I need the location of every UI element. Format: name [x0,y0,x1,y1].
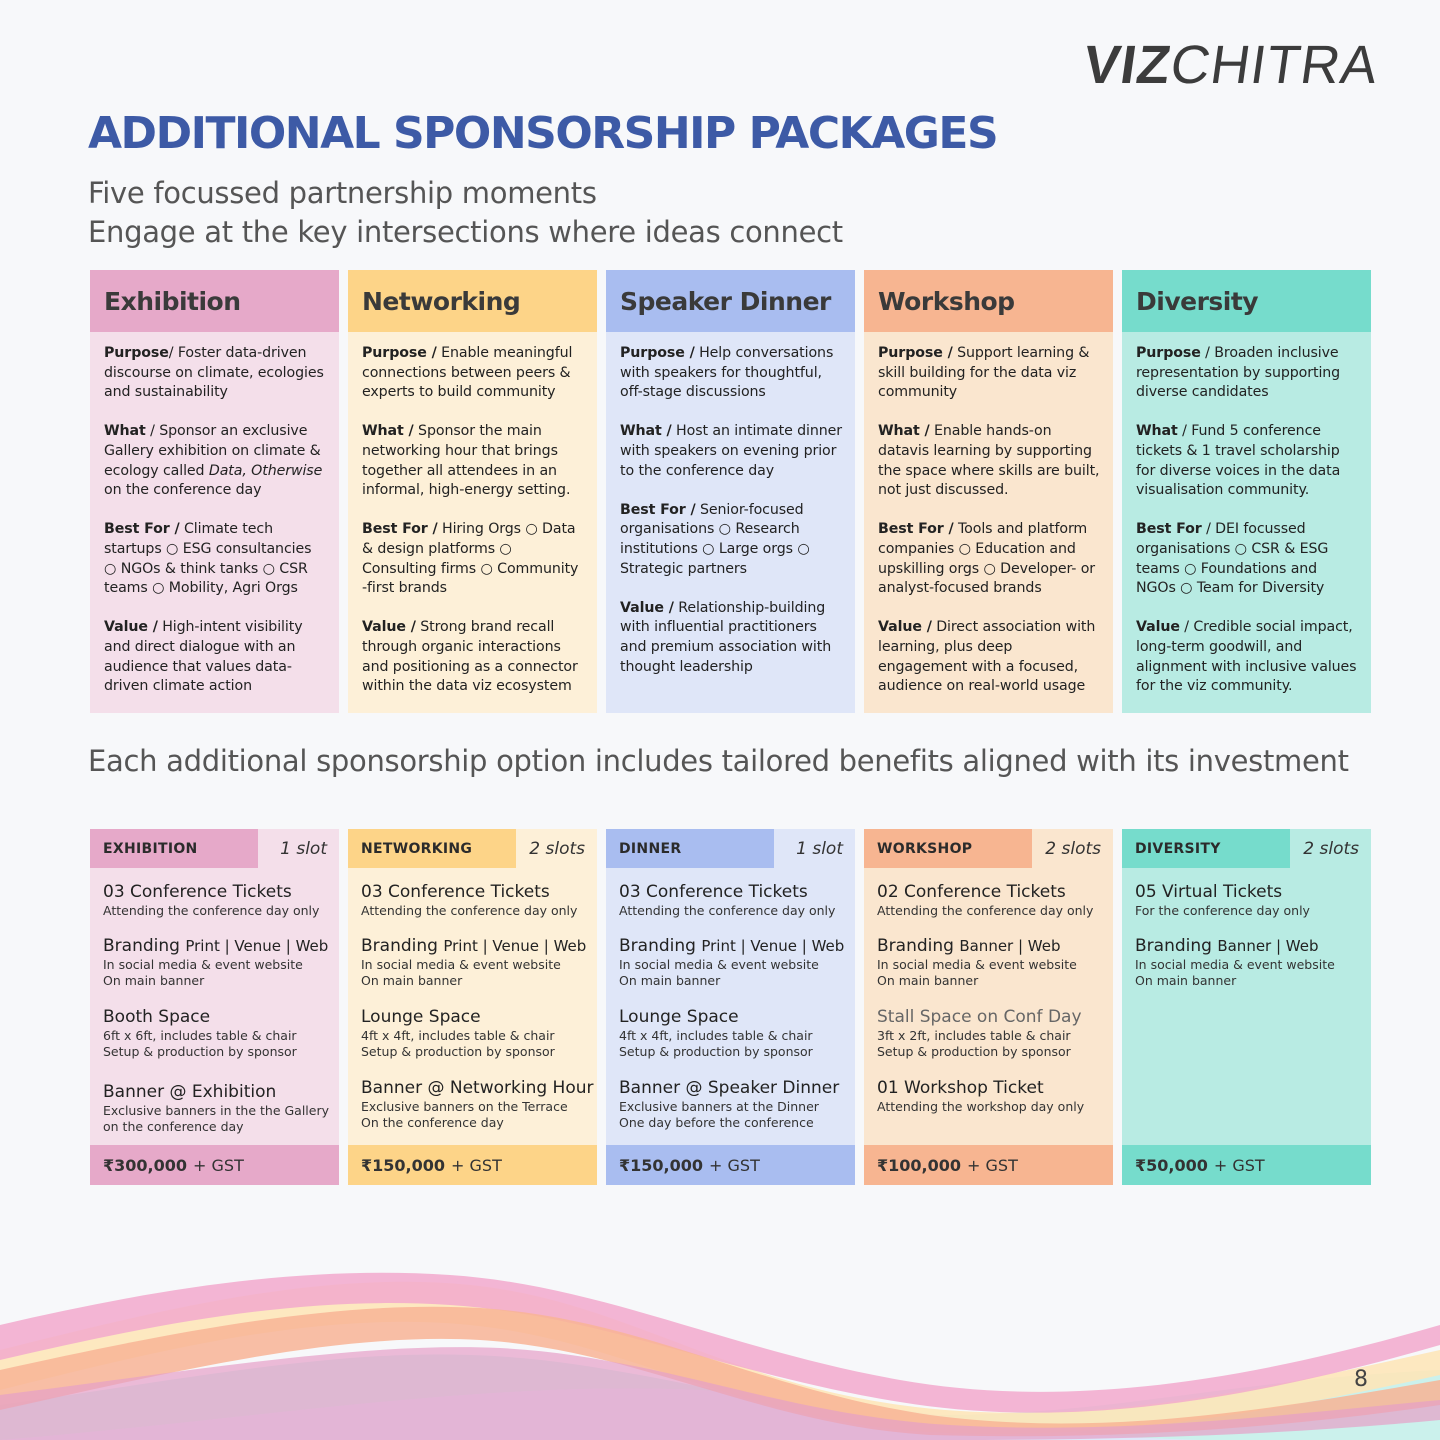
card-value: Value / Strong brand recall through organic interactions and positioning as a connector within the data viz ecosystem [362,619,578,695]
card-exhibition [90,270,339,713]
benefit-item: Branding Print | Venue | Web In social media & event website On main banner [619,935,845,988]
slot-count: 2 slots [1303,838,1359,859]
benefit-item: Banner @ Networking Hour Exclusive banners on the Terrace On the conference day [361,1077,594,1130]
benefit-item: 03 Conference Tickets Attending the conference day only [619,882,836,918]
package-name: EXHIBITION [90,829,258,868]
price: ₹50,000 + GST [1122,1145,1371,1185]
slot-count: 2 slots [1045,838,1101,859]
card-best-for: Best For / Senior-focused organisations ○ Research institutions ○ Large orgs ○ Strategic partners [620,501,810,577]
decorative-waves [0,1230,1440,1440]
pricing-card-exhibition [90,829,339,1185]
benefit-item: Lounge Space 4ft x 4ft, includes table & chair Setup & production by sponsor [619,1006,813,1059]
card-title: Workshop [864,270,1113,332]
card-purpose: Purpose / Broaden inclusive representation by supporting diverse candidates [1136,345,1341,401]
card-title: Diversity [1122,270,1371,332]
vizchitra-logo: VIZCHITRA [1079,35,1383,95]
card-what: What / Sponsor an exclusive Gallery exhibition on climate & ecology called Data, Otherwise on the conference day [104,423,323,499]
slot-count: 1 slot [796,838,843,859]
benefit-item: Banner @ Speaker Dinner Exclusive banners at the Dinner One day before the conference [619,1077,840,1130]
benefit-item: 02 Conference Tickets Attending the conference day only [877,882,1094,918]
pricing-cards [90,829,1371,1185]
package-name: NETWORKING [348,829,516,868]
card-title: Networking [348,270,597,332]
subtitle [88,174,843,252]
card-what: What / Sponsor the main networking hour that brings together all attendees in an informal, high-energy setting. [362,423,571,499]
card-title: Exhibition [90,270,339,332]
package-name: DIVERSITY [1122,829,1290,868]
page-number: 8 [1354,1367,1368,1392]
price: ₹150,000 + GST [348,1145,597,1185]
benefit-item: 03 Conference Tickets Attending the conference day only [361,882,578,918]
card-what: What / Host an intimate dinner with speakers on evening prior to the conference day [620,423,843,479]
card-best-for: Best For / Climate tech startups ○ ESG consultancies ○ NGOs & think tanks ○ CSR teams ○ Mobility, Agri Orgs [104,521,312,597]
benefit-item: Branding Print | Venue | Web In social media & event website On main banner [361,935,587,988]
benefit-item: Booth Space 6ft x 6ft, includes table & chair Setup & production by sponsor [103,1006,297,1059]
card-purpose: Purpose/ Foster data-driven discourse on climate, ecologies and sustainability [104,345,324,401]
benefit-item: Banner @ Exhibition Exclusive banners in the the Gallery on the conference day [103,1081,330,1134]
card-what: What / Enable hands-on datavis learning by supporting the space where skills are built, not just discussed. [878,423,1100,499]
package-name: WORKSHOP [864,829,1032,868]
benefit-item: Stall Space on Conf Day 3ft x 2ft, includes table & chair Setup & production by sponsor [877,1006,1082,1059]
card-best-for: Best For / Tools and platform companies ○ Education and upskilling orgs ○ Developer- or analyst-focused brands [878,521,1096,597]
card-workshop [864,270,1113,713]
benefit-item: 03 Conference Tickets Attending the conference day only [103,882,320,918]
card-what: What / Fund 5 conference tickets & 1 travel scholarship for diverse voices in the data visualisation community. [1136,423,1341,499]
card-value: Value / Relationship-building with influential practitioners and premium association with thought leadership [620,599,832,675]
benefit-item: Branding Banner | Web In social media & event website On main banner [877,935,1077,988]
benefits-note: Each additional sponsorship option includes tailored benefits aligned with its investment [88,744,1349,778]
slot-count: 1 slot [280,838,327,859]
slot-count: 2 slots [529,838,585,859]
subtitle-line-1: Five focussed partnership moments [88,176,597,210]
pricing-card-diversity [1122,829,1371,1185]
benefit-item: 05 Virtual Tickets For the conference day only [1135,882,1310,918]
card-value: Value / Direct association with learning, plus deep engagement with a focused, audience on real-world usage [878,619,1096,695]
card-diversity [1122,270,1371,713]
card-value: Value / High-intent visibility and direct dialogue with an audience that values data-driven climate action [104,619,303,695]
package-cards [90,270,1371,713]
card-networking [348,270,597,713]
subtitle-line-2: Engage at the key intersections where ideas connect [88,215,843,249]
card-value: Value / Credible social impact, long-term goodwill, and alignment with inclusive values for the viz community. [1136,619,1357,695]
benefit-item: Branding Print | Venue | Web In social media & event website On main banner [103,935,329,988]
card-purpose: Purpose / Help conversations with speakers for thoughtful, off-stage discussions [620,345,834,401]
card-purpose: Purpose / Support learning & skill building for the data viz community [878,345,1090,401]
pricing-card-dinner [606,829,855,1185]
card-best-for: Best For / Hiring Orgs ○ Data & design platforms ○ Consulting firms ○ Community -first brands [362,521,579,597]
pricing-card-workshop [864,829,1113,1185]
page-title: ADDITIONAL SPONSORSHIP PACKAGES [88,108,998,159]
benefit-item: 01 Workshop Ticket Attending the workshop day only [877,1077,1085,1114]
pricing-card-networking [348,829,597,1185]
price: ₹100,000 + GST [864,1145,1113,1185]
price: ₹300,000 + GST [90,1145,339,1185]
card-title: Speaker Dinner [606,270,855,332]
package-name: DINNER [606,829,774,868]
card-purpose: Purpose / Enable meaningful connections between peers & experts to build community [362,345,573,401]
price: ₹150,000 + GST [606,1145,855,1185]
card-speaker-dinner [606,270,855,713]
benefit-item: Branding Banner | Web In social media & event website On main banner [1135,935,1335,988]
benefit-item: Lounge Space 4ft x 4ft, includes table & chair Setup & production by sponsor [361,1006,555,1059]
card-best-for: Best For / DEI focussed organisations ○ CSR & ESG teams ○ Foundations and NGOs ○ Team for Diversity [1136,521,1329,597]
